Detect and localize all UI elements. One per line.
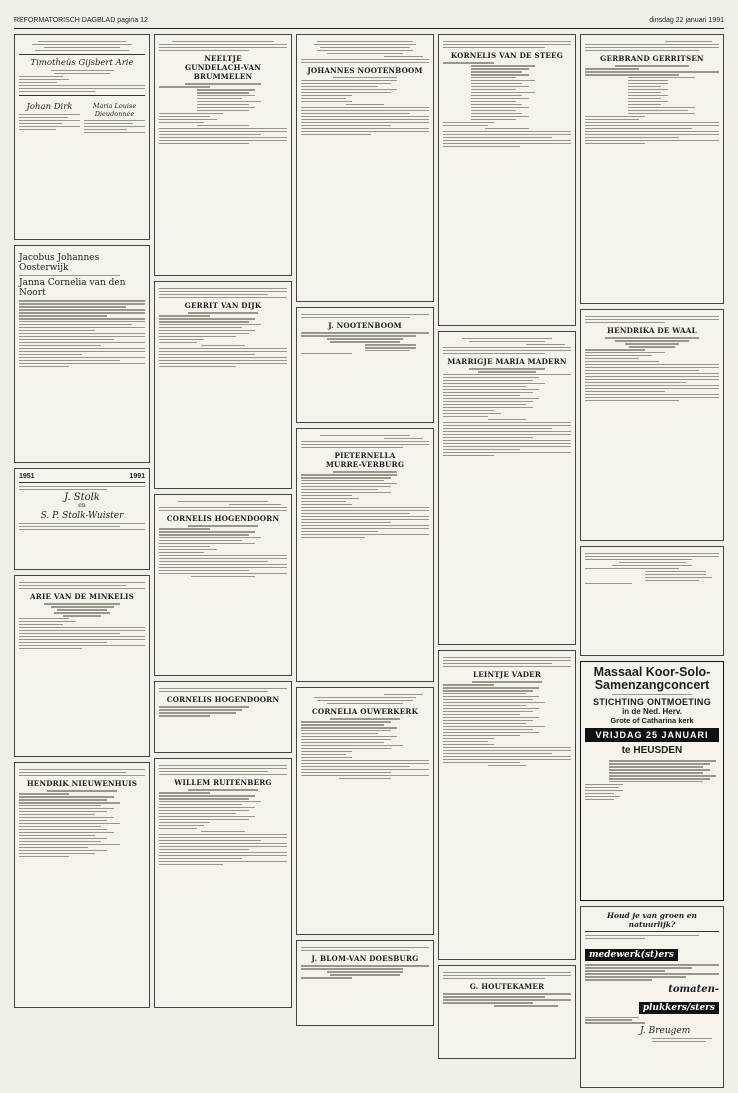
column-3: [296, 34, 434, 1031]
ad-title-line-2: Samenzangconcert: [594, 678, 710, 692]
newspaper-title: REFORMATORISCH DAGBLAD pagina 12: [14, 17, 148, 24]
job-advertisement: [580, 906, 724, 1088]
notice-timotheus: [14, 34, 150, 240]
ad-title-line-1: Massaal Koor-Solo-: [593, 665, 711, 679]
column-5: [580, 34, 724, 1093]
concert-advertisement: [580, 661, 724, 901]
notice-name: CORNELIS HOGENDOORN: [166, 695, 280, 705]
notice-nootenboom-1: [296, 34, 434, 302]
notice-name: J. BLOM-VAN DOESBURG: [311, 954, 419, 964]
notice-oosterwijk: [14, 245, 150, 463]
notice-gundelach: [154, 34, 292, 276]
notice-de-waal: [580, 309, 724, 541]
ad-location: te HEUSDEN: [621, 745, 683, 757]
notice-name: CORNELIS HOGENDOORN: [166, 514, 280, 524]
ad-question: Houd je van groen en natuurlijk?: [585, 911, 719, 932]
notice-name: HENDRIKA DE WAAL: [607, 326, 697, 336]
ad-signature: J. Breugem: [640, 1025, 691, 1036]
notice-name: MARRIGJE MARIA MADERN: [447, 357, 567, 367]
notice-name: Timotheüs Gijsbert Arie: [30, 58, 134, 69]
notice-name: JOHANNES NOOTENBOOM: [307, 66, 423, 76]
notice-houtekamer: [438, 965, 576, 1059]
notice-name: WILLEM RUITENBERG: [174, 778, 272, 788]
notice-name: Jacobus Johannes Oosterwijk: [19, 253, 100, 273]
notice-hogendoorn-1: [154, 494, 292, 676]
notice-van-de-steeg: [438, 34, 576, 326]
notice-hogendoorn-2: [154, 681, 292, 753]
anniversary-years: 1951 1991: [19, 473, 145, 483]
ad-organizer: STICHTING ONTMOETING: [593, 697, 711, 708]
notice-name: GERBRAND GERRITSEN: [600, 54, 704, 64]
column-2: [154, 34, 292, 1013]
notice-name: GUNDELACH-VAN BRUMMELEN: [184, 63, 262, 82]
ad-vacancy-1: medewerk(st)ers: [585, 949, 678, 961]
notice-name: LEINTJE VADER: [472, 670, 542, 680]
notice-small-right: [580, 546, 724, 656]
column-4: [438, 34, 576, 1064]
notice-name: MURRE-VERBURG: [325, 460, 405, 470]
notice-ouwerkerk: [296, 687, 434, 935]
couple-name-2: S. P. Stolk-Wuister: [40, 510, 124, 521]
anniversary-stolk: [14, 468, 150, 570]
notice-nieuwenhuis: [14, 762, 150, 1008]
notice-name: Janna Cornelia van den Noort: [19, 278, 126, 299]
ad-church-line-2: Grote of Catharina kerk: [610, 716, 694, 726]
notice-gerritsen: [580, 34, 724, 304]
notice-name: PIETERNELLA: [334, 451, 396, 461]
notice-name: NEELTJE: [204, 54, 242, 64]
notice-name: KORNELIS VAN DE STEEG: [450, 51, 564, 61]
ad-vacancy-2: tomaten-: [668, 983, 719, 995]
notice-vader: [438, 650, 576, 960]
notice-minkelis: [14, 575, 150, 757]
couple-conjunction: en: [78, 502, 86, 510]
notice-name: ARIE VAN DE MINKELIS: [30, 592, 134, 602]
notice-name: HENDRIK NIEUWENHUIS: [26, 779, 138, 789]
notice-name: J. NOOTENBOOM: [328, 321, 402, 331]
notice-name: G. HOUTEKAMER: [469, 982, 545, 992]
notice-name: GERRIT VAN DIJK: [184, 301, 262, 311]
page-header: [14, 16, 724, 29]
notice-name: CORNELIA OUWERKERK: [311, 707, 419, 717]
ad-date-banner: VRIJDAG 25 JANUARI: [585, 728, 719, 742]
notice-van-dijk: [154, 281, 292, 489]
page-date: dinsdag 22 januari 1991: [649, 17, 724, 24]
notice-murre-verburg: [296, 428, 434, 682]
notice-name: Maria Louise Dieudonnée: [92, 102, 137, 119]
notice-name: Johan Dirk: [26, 102, 73, 113]
notice-blom-van-doesburg: [296, 940, 434, 1026]
notice-ruitenberg: [154, 758, 292, 1008]
ad-church-line-1: in de Ned. Herv.: [622, 707, 682, 717]
notice-nootenboom-2: [296, 307, 434, 423]
notice-madern: [438, 331, 576, 645]
column-1: [14, 34, 150, 1013]
ad-vacancy-3: plukkers/sters: [639, 1002, 719, 1014]
couple-name-1: J. Stolk: [64, 492, 100, 504]
